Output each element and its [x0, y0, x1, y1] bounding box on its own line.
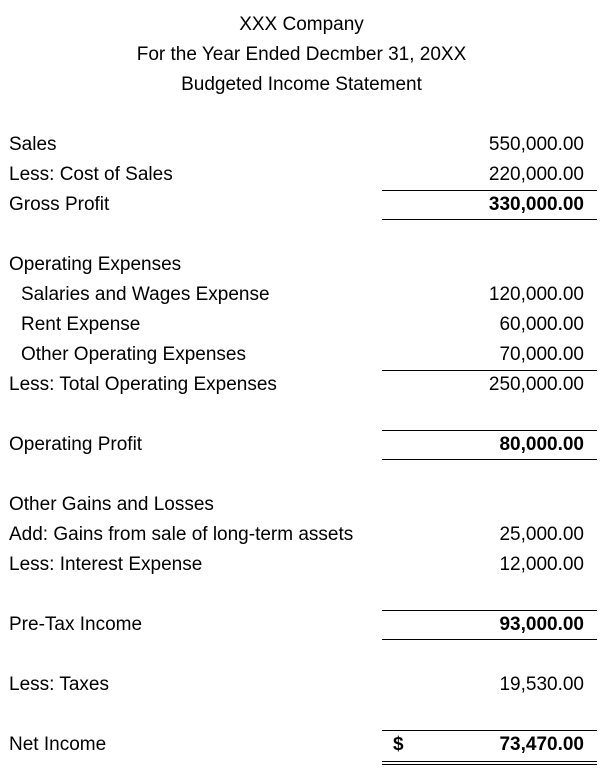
row-interest-expense: [0, 550, 603, 580]
gains-sale-label: Add: Gains from sale of long-term assets: [9, 524, 354, 545]
operating-expenses-heading: Operating Expenses: [9, 254, 182, 275]
spacer: [0, 700, 603, 730]
spacer: [0, 220, 603, 250]
total-operating-label: Less: Total Operating Expenses: [9, 374, 277, 395]
row-taxes: [0, 670, 603, 700]
row-pretax-income: [0, 610, 603, 640]
spacer: [0, 400, 603, 430]
spacer: [0, 580, 603, 610]
operating-profit-amount: 80,000.00: [499, 434, 584, 455]
row-total-operating: [0, 370, 603, 400]
net-income-double-rule-1: [382, 761, 597, 762]
gross-profit-amount: 330,000.00: [488, 194, 584, 215]
row-cost-of-sales: [0, 160, 603, 190]
statement-title: Budgeted Income Statement: [181, 74, 422, 95]
other-gains-heading: Other Gains and Losses: [9, 494, 214, 515]
row-rent: [0, 310, 603, 340]
row-operating-expenses-heading: [0, 250, 603, 280]
row-other-gains-heading: [0, 490, 603, 520]
row-gains-sale: [0, 520, 603, 550]
taxes-label: Less: Taxes: [9, 674, 109, 695]
row-salaries: [0, 280, 603, 310]
pretax-income-label: Pre-Tax Income: [9, 614, 143, 635]
salaries-label: Salaries and Wages Expense: [21, 284, 270, 305]
sales-amount: 550,000.00: [488, 134, 584, 155]
operating-profit-label: Operating Profit: [9, 434, 143, 455]
total-operating-amount: 250,000.00: [488, 374, 584, 395]
row-net-income: [0, 730, 603, 760]
row-sales: [0, 130, 603, 160]
other-operating-amount: 70,000.00: [499, 344, 584, 365]
income-statement: [0, 130, 603, 760]
net-income-currency: $: [393, 734, 404, 755]
row-other-operating: [0, 340, 603, 370]
sales-label: Sales: [9, 134, 57, 155]
rent-amount: 60,000.00: [499, 314, 584, 335]
gains-sale-amount: 25,000.00: [499, 524, 584, 545]
row-operating-profit: [0, 430, 603, 460]
taxes-amount: 19,530.00: [499, 674, 584, 695]
row-gross-profit: [0, 190, 603, 220]
net-income-amount: 73,470.00: [499, 734, 584, 755]
gross-profit-label: Gross Profit: [9, 194, 110, 215]
interest-expense-amount: 12,000.00: [499, 554, 584, 575]
spacer: [0, 460, 603, 490]
interest-expense-label: Less: Interest Expense: [9, 554, 203, 575]
other-operating-label: Other Operating Expenses: [21, 344, 246, 365]
cost-of-sales-amount: 220,000.00: [488, 164, 584, 185]
cost-of-sales-label: Less: Cost of Sales: [9, 164, 173, 185]
net-income-double-rule-2: [382, 764, 597, 765]
spacer: [0, 640, 603, 670]
period-line: For the Year Ended Decmber 31, 20XX: [136, 44, 467, 65]
salaries-amount: 120,000.00: [488, 284, 584, 305]
pretax-income-amount: 93,000.00: [499, 614, 584, 635]
net-income-label: Net Income: [9, 734, 107, 755]
statement-header: [0, 10, 603, 100]
company-name: XXX Company: [239, 14, 364, 35]
rent-label: Rent Expense: [21, 314, 141, 335]
